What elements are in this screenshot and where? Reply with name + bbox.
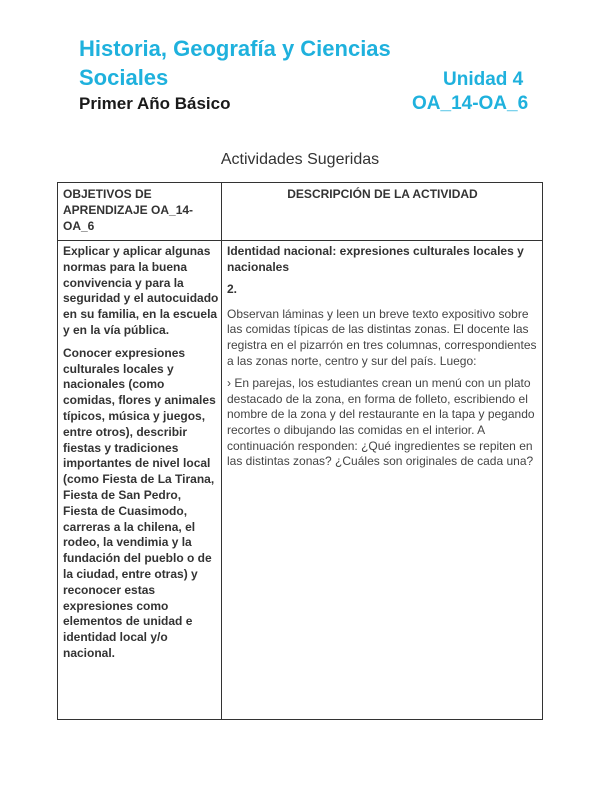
- table-header-divider: [58, 240, 542, 241]
- description-cell: [227, 244, 539, 477]
- objectives-column-header: OBJETIVOS DE APRENDIZAJE OA_14-OA_6: [63, 187, 194, 233]
- activity-paragraph-1: Observan láminas y leen un breve texto expositivo sobre las comidas típicas de las distintas zonas. El docente las registra en el pizarrón en tres columnas, correspondientes a las zonas norte, centro y sur del país. Luego:: [227, 306, 537, 368]
- activity-number: 2.: [227, 282, 238, 297]
- subject-title: Historia, Geografía y Ciencias: [79, 36, 391, 61]
- description-column-header: DESCRIPCIÓN DE LA ACTIVIDAD: [287, 187, 478, 201]
- objective-1: Explicar y aplicar algunas normas para la buena convivencia y para la seguridad y el autocuidado en su familia, en la escuela y en la vía pública.: [63, 244, 219, 337]
- oa-code: OA_14-OA_6: [412, 93, 529, 114]
- objective-2: Conocer expresiones culturales locales y nacionales (como comidas, flores y animales típicos, música y juegos, entre otros), describir fiestas y tradiciones importantes de nivel local (como Fiesta de La Tirana, Fiesta de San Pedro, Fiesta de Cuasimodo, carreras a la chilena, el rodeo, la vendimia y la fundación del pueblo o de la ciudad, entre otras) y reconocer estas expresiones como elementos de unidad e identidad local y/o nacional.: [63, 345, 216, 660]
- grade-label: Primer Año Básico: [79, 94, 231, 113]
- section-title: Actividades Sugeridas: [220, 151, 380, 168]
- objectives-cell: [63, 244, 219, 669]
- unit-label: Unidad 4: [443, 69, 524, 90]
- activity-title: Identidad nacional: expresiones culturales locales y nacionales: [227, 244, 524, 274]
- subject-title-continued: Sociales: [79, 65, 169, 90]
- table-column-divider: [221, 183, 222, 719]
- activities-table: [57, 182, 543, 720]
- activity-paragraph-2: › En parejas, los estudiantes crean un menú con un plato destacado de la zona, en forma de folleto, escribiendo el nombre de la zona y del restaurante en la tapa y pegando recortes o dibujando las comidas en el interior. A continuación responden: ¿Qué ingredientes se repiten en las distintas zonas? ¿Cuáles son originales de cada una?: [227, 376, 535, 469]
